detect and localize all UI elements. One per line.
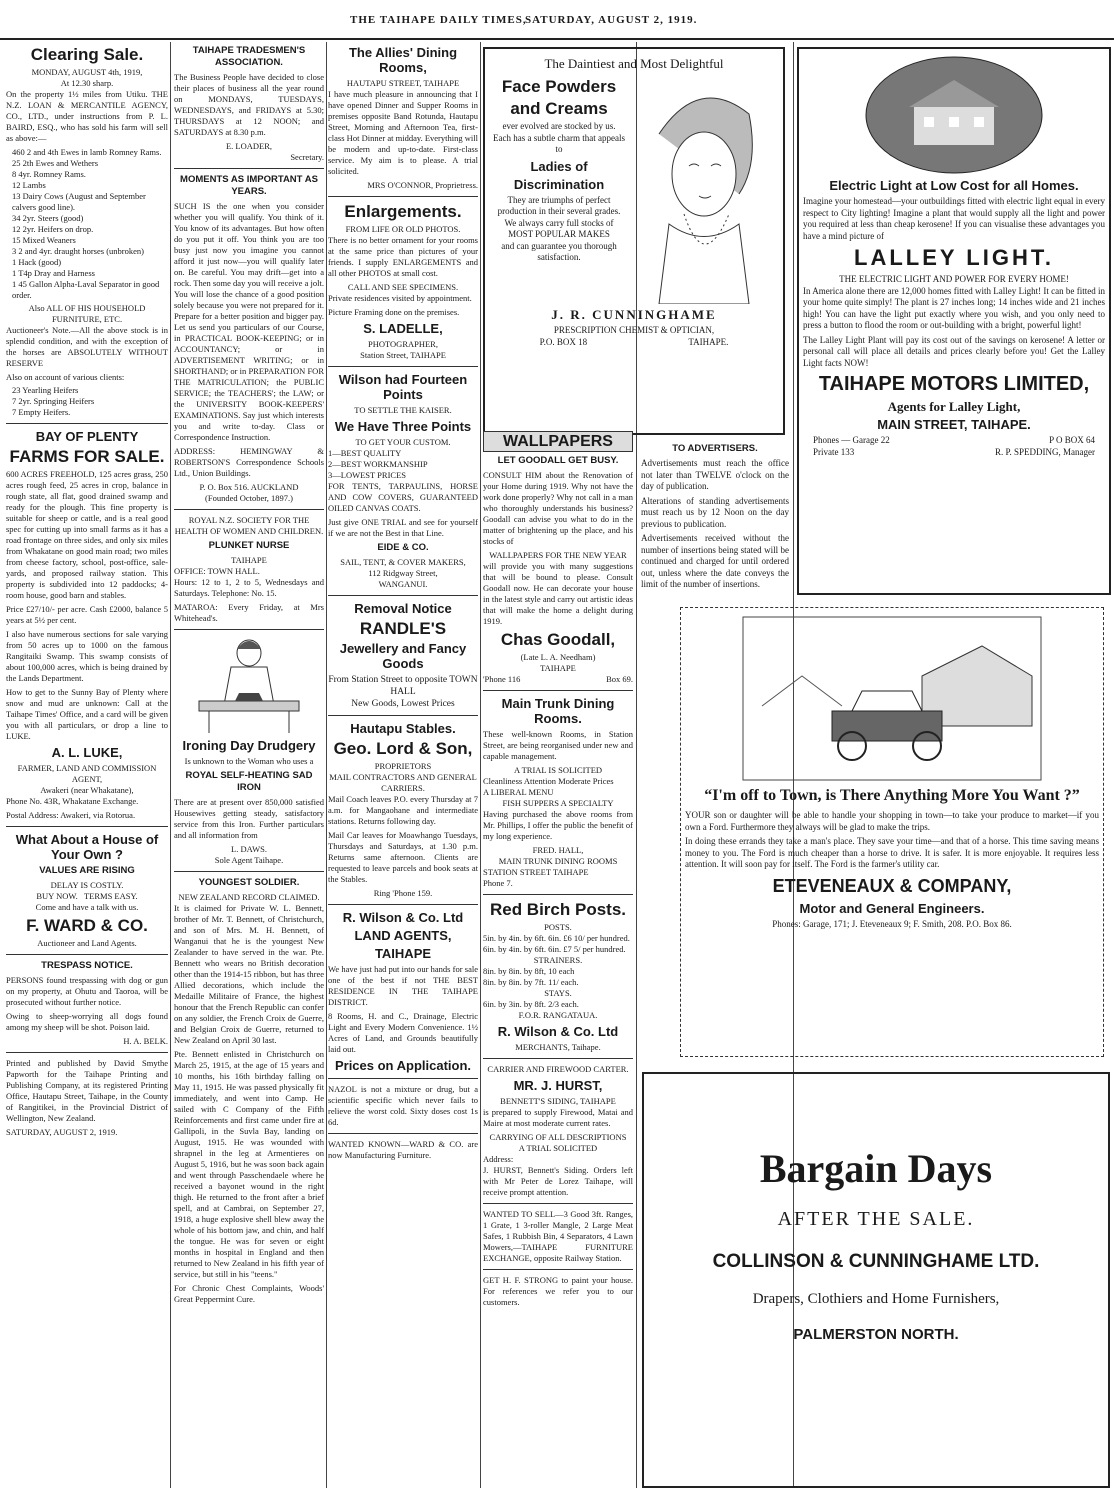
plunket-town: TAIHAPE xyxy=(231,555,267,565)
moments-box: P. O. Box 516. AUCKLAND xyxy=(199,482,299,492)
enlargements-ad xyxy=(328,202,478,361)
ironing-product: ROYAL SELF-HEATING SAD IRON xyxy=(185,770,313,793)
lalley-private: Private 133 xyxy=(813,446,855,457)
nazol-ad: NAZOL is not a mixture or drug, but a scientific specific which never fails to relieve the worst cold. Sixty doses cost 1s 6d. xyxy=(328,1084,478,1127)
house-delay: DELAY IS COSTLY. xyxy=(50,880,124,890)
goodall-box: Box 69. xyxy=(606,674,633,684)
lord-role-2: MAIL CONTRACTORS AND GENERAL CARRIERS. xyxy=(329,772,477,793)
eide-role: SAIL, TENT, & COVER MAKERS, xyxy=(340,557,466,567)
lalley-name: LALLEY LIGHT. xyxy=(854,245,1054,270)
dainty-body-6: and can guarantee you thorough satisfaction. xyxy=(501,240,617,262)
lalley-manager: R. P. SPEDDING, Manager xyxy=(995,446,1095,457)
enlarge-body-2: Private residences visited by appointment. xyxy=(328,293,472,303)
column-divider xyxy=(326,42,327,1488)
bay-title-2: FARMS FOR SALE. xyxy=(9,447,165,466)
ironing-role: Sole Agent Taihape. xyxy=(214,855,284,865)
enlarge-body-3: Picture Framing done on the premises. xyxy=(328,307,460,317)
hurst-address: BENNETT'S SIDING, TAIHAPE xyxy=(500,1096,616,1106)
list-item: 12 Lambs xyxy=(12,180,46,190)
randle-sub: Jewellery and Fancy Goods xyxy=(339,641,467,671)
cunninghame-name: J. R. CUNNINGHAME xyxy=(551,307,717,322)
list-item: 1 Hack (good) xyxy=(12,257,62,267)
redbirch-title: Red Birch Posts. xyxy=(489,900,627,919)
enlarge-title: Enlargements. xyxy=(344,202,462,221)
allies-body: I have much pleasure in announcing that I have opened Dinner and Supper Rooms in premises opposite Band Rotunda, Hautapu Street, Morning and Afternoon Tea, first-class Hot Dinner at midday. Everything will be modern and up-to-date. First-class service. My aim is to please. A trial solicited. xyxy=(328,89,478,176)
column-divider xyxy=(480,42,481,1488)
randle-body: From Station Street to opposite TOWN HALL xyxy=(328,675,478,697)
soldier-body-2: Pte. Bennett enlisted in Christchurch on March 25, 1915, at the age of 15 years and 10 months, his 16th birthday falling on May 11, 1915. He was passed physically fit immediately, and went into Camp. He sailed with C Company of the Fifth Reinforcements and first came under fire at Gallipoli, in the Suvla Bay, landing on August, 1915. He was wounded with shrapnel in the leg at Armentieres on August 5, 1916, but he was soon back again and went through Passchendaele where he received a bayonet wound in the right thigh. He returned to the front after a brief spell, and at Cambrai, on September 27, 1918, a huge explosive shell blew away the whole of his bottom jaw, and chin, and half the tongue. He was for seven or eight months in hospital in England and then returned to New Zealand in his fifth year of service, but still in his "teens." xyxy=(174,1049,324,1279)
hurst-name: MR. J. HURST, xyxy=(513,1078,603,1093)
cunninghame-box: P.O. BOX 18 xyxy=(539,336,588,347)
hautapu-body-2: Mail Car leaves for Moawhango Tuesdays, Thursdays and Saturdays, at 1.30 p.m. Returns same afternoon. Clients are requested to leave parcels and book seats at the Stables. xyxy=(328,830,478,884)
goodall-ad xyxy=(483,431,633,685)
ladelle-role: PHOTOGRAPHER, xyxy=(368,339,438,349)
ironing-woman-illustration xyxy=(179,635,319,735)
moments-founded: (Founded October, 1897.) xyxy=(205,493,293,503)
trespass-body-2: Owing to sheep-worrying all dogs found among my sheep will be shot. Poison laid. xyxy=(6,1011,168,1032)
maintrunk-address: STATION STREET TAIHAPE xyxy=(483,867,589,877)
list-item: 1—BEST QUALITY xyxy=(328,448,402,458)
advertisers-body: Advertisements must reach the office not later than TWELVE o'clock on the day of publication. xyxy=(641,458,789,491)
ward-name: F. WARD & CO. xyxy=(26,916,148,935)
redbirch-posts: POSTS. xyxy=(544,922,572,932)
ford-body-2: In doing these errands they take a man's place. They save your time—and that of a horse. This time saving means money to you. The Ford is much cheaper than a horse to drive. It is safer. It is more enjoyable. It requires less attention. It will soon pay for itself. The Ford is the farmer's utility car. xyxy=(685,836,1099,869)
eide-body: FOR TENTS, TARPAULINS, HORSE AND COW COVERS, GUARANTEED OILED CANVAS COATS. xyxy=(328,481,478,513)
tradesmen-signature: E. LOADER, xyxy=(225,141,273,151)
tradesmen-body: The Business People have decided to close their places of business all the year round on MONDAYS, TUESDAYS, WEDNESDAYS, and FRIDAYS at 5.30; THURSDAYS at 12 NOON; and SATURDAYS at 8.30 p.m. xyxy=(174,72,324,137)
randle-body-2: New Goods, Lowest Prices xyxy=(351,699,455,709)
house-come: Come and have a talk with us. xyxy=(35,902,139,912)
masthead xyxy=(0,0,1114,38)
rwilson-body-2: 8 Rooms, H. and C., Drainage, Electric Light and Every Modern Convenience. 1½ Acres of Land, and Grounds beautifully laid out. xyxy=(328,1011,478,1054)
sale-time: At 12.30 sharp. xyxy=(60,78,114,88)
house-title: What About a House of Your Own ? xyxy=(15,832,159,862)
lalley-body-3: The Lalley Light Plant will pay its cost out of the savings on kerosene! A letter or personal call will place all details and prices clearly before you! Get the Lalley Light facts NOW! xyxy=(803,334,1105,368)
bargain-sub: AFTER THE SALE. xyxy=(777,1208,975,1230)
list-item: 1 45 Gallon Alpha-Laval Separator in good order. xyxy=(12,279,160,300)
house-values: VALUES ARE RISING xyxy=(39,865,135,876)
luke-postal: Postal Address: Awakeri, via Rotorua. xyxy=(6,810,136,820)
hautapu-title: Hautapu Stables. xyxy=(350,721,456,736)
house-terms: TERMS EASY. xyxy=(83,891,138,901)
rwilson-price: Prices on Application. xyxy=(334,1058,472,1073)
randle-ad xyxy=(328,601,478,710)
dainty-creams: and Creams xyxy=(510,99,608,118)
tradesmen-title: TAIHAPE TRADESMEN'S ASSOCIATION. xyxy=(192,45,306,68)
eide-address: 112 Ridgway Street, xyxy=(368,568,438,578)
sale-date: MONDAY, AUGUST 4th, 1919, xyxy=(31,67,143,77)
enlarge-sub: FROM LIFE OR OLD PHOTOS. xyxy=(345,224,461,234)
column-4 xyxy=(483,428,633,1488)
lalley-body-2: In America alone there are 12,000 homes fitted with Lalley Light! It can be fitted in your home quite simply! The plant is 27 inches long; 14 inches wide and 21 inches high! You can have the light put exactly where you wish, and you only need to press a button to flood the room or out-building with a bright, powerful light! xyxy=(803,285,1105,330)
lalley-phones: Phones — Garage 22 xyxy=(813,435,890,445)
luke-role: FARMER, LAND AND COMMISSION AGENT, xyxy=(17,763,157,784)
eide-name: EIDE & CO. xyxy=(377,542,429,553)
sale-intro: On the property 1½ miles from Utiku. THE N.Z. LOAN & MERCANTILE AGENCY, CO., LTD., under instructions from P. L. BAIRD, ESQ., who has sold his farm will sell as above:— xyxy=(6,89,168,143)
column-2 xyxy=(174,42,324,1488)
redbirch-line: 5in. by 4in. by 6ft. 6in. £6 10/ per hundred. xyxy=(483,933,630,943)
chronic-ad: For Chronic Chest Complaints, Woods' Great Peppermint Cure. xyxy=(174,1283,324,1304)
cunninghame-ad xyxy=(483,47,785,435)
rwilson-sub: LAND AGENTS, xyxy=(354,928,452,943)
eteveneaux-role: Motor and General Engineers. xyxy=(799,900,985,916)
eide-sub-2: TO GET YOUR CUSTOM. xyxy=(355,437,451,447)
allies-signature: MRS O'CONNOR, Proprietress. xyxy=(367,180,478,190)
randle-title: Removal Notice xyxy=(354,601,452,616)
list-item: 15 Mixed Weaners xyxy=(12,235,76,245)
hautapu-ring: Ring 'Phone 159. xyxy=(373,888,433,898)
eide-town: WANGANUI. xyxy=(378,579,428,589)
moments-title: MOMENTS AS IMPORTANT AS YEARS. xyxy=(180,174,318,197)
soldier-sub: NEW ZEALAND RECORD CLAIMED. xyxy=(178,892,320,902)
maintrunk-ad xyxy=(483,696,633,889)
rwilson-ad xyxy=(328,910,478,1161)
collinson-desc: Drapers, Clothiers and Home Furnishers, xyxy=(752,1291,1000,1307)
lalley-title: Electric Light at Low Cost for all Homes. xyxy=(829,178,1079,193)
redbirch-fob: F.O.R. RANGATAUA. xyxy=(518,1010,598,1020)
clearing-sale-ad xyxy=(6,45,168,418)
imprint xyxy=(6,1058,168,1138)
allies-ad xyxy=(328,45,478,191)
lord-name: Geo. Lord & Son, xyxy=(333,739,473,758)
ward-sub: Auctioneer and Land Agents. xyxy=(37,938,137,948)
plunket-title: PLUNKET NURSE xyxy=(208,540,290,551)
plunket-office: OFFICE: TOWN HALL. xyxy=(174,566,260,576)
hurst-carry: CARRYING OF ALL DESCRIPTIONS xyxy=(489,1132,627,1142)
maintrunk-fish: FISH SUPPERS A SPECIALTY xyxy=(502,798,614,808)
list-item: 460 2 and 4th Ewes in lamb Romney Rams. xyxy=(12,147,162,157)
redbirch-ad xyxy=(483,900,633,1053)
sale-also: Also ALL OF HIS HOUSEHOLD FURNITURE, ETC. xyxy=(28,303,146,324)
luke-phone: Phone No. 43R, Whakatane Exchange. xyxy=(6,796,139,806)
maintrunk-body-2: Having purchased the above rooms from Mr. Phillips, I offer the public the benefit of my long experience. xyxy=(483,809,633,841)
hurst-sub: CARRIER AND FIREWOOD CARTER. xyxy=(487,1064,629,1074)
maintrunk-signature: FRED. HALL, xyxy=(532,845,584,855)
redbirch-line: 6in. by 3in. by 8ft. 2/3 each. xyxy=(483,999,579,1009)
advertisers-body-2: Alterations of standing advertisements must reach us by 12 Noon on the day previous to publication. xyxy=(641,495,789,529)
house-ad xyxy=(6,832,168,949)
trespass-notice xyxy=(6,960,168,1047)
bay-of-plenty-ad xyxy=(6,429,168,821)
rwilson-body: We have just had put into our hands for sale one of the best if not THE BEST RESIDENCE IN THE TAIHAPE DISTRICT. xyxy=(328,964,478,1007)
redbirch-name: R. Wilson & Co. Ltd xyxy=(497,1024,619,1039)
advertisers-title: TO ADVERTISERS. xyxy=(672,443,758,454)
moments-ad xyxy=(174,174,324,504)
lady-portrait-illustration xyxy=(629,74,769,304)
column-3 xyxy=(328,42,478,1488)
tradesmen-ad xyxy=(174,45,324,163)
hurst-ad xyxy=(483,1064,633,1198)
maintrunk-body: These well-known Rooms, in Station Street, are being reorganised under new and capable management. xyxy=(483,729,633,761)
auctioneer-note: Auctioneer's Note.—All the above stock is in splendid condition, and with the exception of the horses are ABSOLUTELY WITHOUT RESERVE xyxy=(6,325,168,368)
paper-name: THE TAIHAPE DAILY TIMES, xyxy=(350,14,527,26)
lit-house-illustration xyxy=(864,55,1044,175)
bargain-days-ad xyxy=(642,1072,1110,1488)
redbirch-line: 8in. by 8in. by 7ft. 11/ each. xyxy=(483,977,579,987)
redbirch-line: 8in. by 8in. by 8ft, 10 each xyxy=(483,966,575,976)
maintrunk-name: MAIN TRUNK DINING ROOMS xyxy=(498,856,618,866)
lord-role: PROPRIETORS xyxy=(374,761,432,771)
luke-address: Awakeri (near Whakatane), xyxy=(40,785,134,795)
list-item: 34 2yr. Steers (good) xyxy=(12,213,84,223)
collinson-town: PALMERSTON NORTH. xyxy=(793,1326,959,1343)
redbirch-role: MERCHANTS, Taihape. xyxy=(515,1042,601,1052)
dainty-body-4: We always carry full stocks of xyxy=(504,217,614,228)
eide-title-2: We Have Three Points xyxy=(334,419,472,434)
goodall-late: (Late L. A. Needham) xyxy=(520,652,596,662)
column-1 xyxy=(6,42,168,1488)
ironing-title: Ironing Day Drudgery xyxy=(182,738,316,753)
issue-date: SATURDAY, AUGUST 2, 1919. xyxy=(525,14,698,26)
dainty-title: The Daintiest and Most Delightful xyxy=(544,56,724,71)
hurst-body: is prepared to supply Firewood, Matai and Maire at most moderate current rates. xyxy=(483,1107,633,1128)
bargain-title: Bargain Days xyxy=(759,1146,993,1191)
dainty-ladies: Ladies of xyxy=(530,158,588,174)
list-item: 2—BEST WORKMANSHIP xyxy=(328,459,428,469)
advertisers-body-3: Advertisements received without the number of insertions being stated will be continued and charged for until ordered out, unless where the date conveys the limit of the number of insertions. xyxy=(641,533,789,589)
redbirch-line: 6in. by 4in. by 6ft. 6in. £7 5/ per hundred. xyxy=(483,944,626,954)
hurst-trial: A TRIAL SOLICITED xyxy=(518,1143,598,1153)
moments-body: SUCH IS the one when you consider whether you will qualify. You think of it. You know of its advantages. But how often do you put it off. You think you are too busy just now you imagine you cannot afford it just now—you will qualify later on. Be careful. You may drift—get into a rock. Then some day you will receive a jolt. You will lose the chance of a good position solely because you were not prepared for it. Prepare for a better position and bigger pay. Let us send you particulars of our Course, in PRACTICAL BOOK-KEEPING; or in ACCOUNTANCY; or in ADVERTISEMENT WRITING; or in SHORTHAND; or in PREPARATION FOR THE MATRICULATION; the PUBLIC SERVICE; the TEACHERS'; the LAW; or the UNIVERSITY BOOK-KEEPERS' EXAMINATIONS. Say just which interests you and write to-day. Class or Correspondence Instruction. xyxy=(174,201,324,442)
bay-sections: I also have numerous sections for sale varying from 50 acres up to 1000 on the famous Rangitaiki Swamp. This swamp consists of about 100,000 acres, which is being drained by the Lands Department. xyxy=(6,629,168,683)
bay-price: Price £27/10/- per acre. Cash £2000, balance 5 years at 5½ per cent. xyxy=(6,604,168,625)
list-item: 7 2yr. Springing Heifers xyxy=(12,396,95,406)
ladelle-address: Station Street, TAIHAPE xyxy=(360,350,446,360)
list-item: 7 Empty Heifers. xyxy=(12,407,71,417)
dainty-body-2: Each has a subtle charm that appeals to xyxy=(493,132,625,154)
maintrunk-menu: A LIBERAL MENU xyxy=(483,787,554,797)
goodall-name: Chas Goodall, xyxy=(500,630,616,649)
lalley-sub: THE ELECTRIC LIGHT AND POWER FOR EVERY HOME! xyxy=(839,274,1069,284)
trespass-title: TRESPASS NOTICE. xyxy=(41,960,133,971)
plunket-mataroa: MATAROA: Every Friday, at Mrs Whitehead's. xyxy=(174,602,324,623)
redbirch-strainers: STRAINERS. xyxy=(533,955,583,965)
column-divider xyxy=(170,42,171,1488)
wanted-known-ad: WANTED KNOWN—WARD & CO. are now Manufacturing Furniture. xyxy=(328,1139,478,1160)
eide-title: Wilson had Fourteen Points xyxy=(338,372,468,402)
redbirch-stays: STAYS. xyxy=(544,988,572,998)
list-item: 3 2 and 4yr. draught horses (unbroken) xyxy=(12,246,144,256)
allies-sub: HAUTAPU STREET, TAIHAPE xyxy=(346,78,460,88)
trespass-body: PERSONS found trespassing with dog or gun on my property, at Ohutu and Taoroa, will be prosecuted without further notice. xyxy=(6,975,168,1007)
dainty-discrimination: Discrimination xyxy=(513,176,605,192)
maintrunk-clean: Cleanliness Attention Moderate Prices xyxy=(483,776,614,786)
ford-body: YOUR son or daughter will be able to handle your shopping in town—to take your produce to market—if you own a Ford. Furthermore they always will be glad to make the trips. xyxy=(685,810,1099,832)
taihape-motors-name: TAIHAPE MOTORS LIMITED, xyxy=(818,373,1090,395)
list-item: 13 Dairy Cows (August and September calvers good line). xyxy=(12,191,146,212)
house-buy: BUY NOW. xyxy=(36,891,78,901)
bay-body: 600 ACRES FREEHOLD, 125 acres grass, 250 acres rough feed, 25 acres in crop, balance in rough state, all flat, good drained swamp and ready for the plough. This fine property is suitable for sheep or cattle, and is a real good spec for cutting up into small farms as it has a road frontage on three sides, and only six miles from Whakatane on good main road; two miles from cheese factory, school, post-office, sale-yards, and proposed railway station. This property is subdivided into 12 paddocks; 4-room house, good barn and stables. xyxy=(6,469,168,600)
lalley-agents: Agents for Lalley Light, xyxy=(887,399,1021,414)
masthead-rule xyxy=(0,38,1114,40)
ford-car-illustration xyxy=(742,616,1042,781)
maintrunk-title: Main Trunk Dining Rooms. xyxy=(501,696,615,726)
eteveneaux-name: ETEVENEAUX & COMPANY, xyxy=(772,875,1012,896)
soldier-title: YOUNGEST SOLDIER. xyxy=(198,877,300,888)
goodall-phone: 'Phone 116 xyxy=(483,674,521,684)
enlarge-call: CALL AND SEE SPECIMENS. xyxy=(347,282,459,292)
eide-sub: TO SETTLE THE KAISER. xyxy=(354,405,452,415)
soldier-body: It is claimed for Private W. L. Bennett, brother of Mr. T. Bennett, of Christchurch, and son of Mrs. M. H. Bennett, of Wanganui that he is the youngest New Zealander to have served in the war. Pte. Bennett who wears no British decoration other than the 1914-15 ribbon, but has three Allied decorations, which include the Medaille Militaire of France, the highest honour that the French Republic can confer on any soldier, the French Croix de Guerre, and Belgian Croix de Guerre, returned to New Zealand on April 30 last. xyxy=(174,903,324,1045)
bay-howto: How to get to the Sunny Bay of Plenty where snow and mud are unknown: Call at the Taihape Times' Office, and a card will be given you with all particulars, or drop a line to LUKE. xyxy=(6,687,168,741)
luke-name: A. L. LUKE, xyxy=(51,745,123,760)
ironing-body: There are at present over 850,000 satisfied Housewives getting steady, satisfactory service from this Iron. Further particulars and all information from xyxy=(174,797,324,840)
goodall-tag: LET GOODALL GET BUSY. xyxy=(497,455,619,466)
dainty-powders: Face Powders xyxy=(501,77,617,96)
maintrunk-phone: Phone 7. xyxy=(483,878,513,888)
lalley-body: Imagine your homestead—your outbuildings fitted with electric light equal in every respect to City lighting! Imagine a plant that would supply all the light and power you required at less than cheap kerosene! If you can visualise these advantages you have a mind picture of xyxy=(803,196,1105,241)
clearing-sale-title: Clearing Sale. xyxy=(30,45,144,64)
plunket-ad xyxy=(174,515,324,624)
goodall-body-2: will provide you with many suggestions that will be bound to please. Consult Goodall now. He can decorate your house in the latest style and carry out artistic ideas that will make the home a delight during 1919. xyxy=(483,561,633,626)
allies-title: The Allies' Dining Rooms, xyxy=(348,45,458,75)
imprint-text: Printed and published by David Smythe Papworth for the Taihape Printing and Publishing Company, at its registered Printing Office, Hautapu Street, Taihape, in the County of Rangitikei, in the Provincial District of Wellington, New Zealand. xyxy=(6,1058,168,1123)
goodall-wallpapers: WALLPAPERS FOR THE NEW YEAR xyxy=(489,550,627,560)
hurst-body-2: J. HURST, Bennett's Siding. Orders left with Mr Peter de Lorez Taihape, will receive prompt attention. xyxy=(483,1165,633,1197)
list-item: 25 2th Ewes and Wethers xyxy=(12,158,99,168)
hautapu-ad xyxy=(328,721,478,899)
enlarge-body: There is no better ornament for your rooms at the same price than pictures of your friends. I supply ENLARGEMENTS and all other PHOTOS at small cost. xyxy=(328,235,478,278)
lalley-light-ad xyxy=(797,47,1111,595)
list-item: 8 4yr. Romney Rams. xyxy=(12,169,86,179)
rwilson-title: R. Wilson & Co. Ltd xyxy=(342,910,464,925)
hautapu-body: Mail Coach leaves P.O. every Thursday at 7 a.m. for Mangaohane and intermediate stations. Returns following day. xyxy=(328,794,478,826)
maintrunk-trial: A TRIAL IS SOLICITED xyxy=(513,765,603,775)
sale-also-2: Also on account of various clients: xyxy=(6,372,125,382)
ford-title: “I'm off to Town, is There Anything More You Want ?” xyxy=(704,787,1080,804)
wanted-to-sell-ad: WANTED TO SELL—3 Good 3ft. Ranges, 1 Grate, 1 3-roller Mangle, 2 Large Meat Safes, 1 Rubbish Bin, 4 Separators, 4 Lawn Mowers,—TAIHAPE FURNITURE EXCHANGE, opposite Railway Station. xyxy=(483,1209,633,1263)
cunninghame-role: PRESCRIPTION CHEMIST & OPTICIAN, xyxy=(553,325,715,335)
list-item: 23 Yearling Heifers xyxy=(12,385,79,395)
rwilson-town: TAIHAPE xyxy=(374,946,432,961)
ironing-sub: Is unknown to the Woman who uses a xyxy=(184,756,314,766)
collinson-name: COLLINSON & CUNNINGHAME LTD. xyxy=(712,1251,1040,1272)
lalley-box: P O BOX 64 xyxy=(1049,435,1095,445)
moments-address: ADDRESS: HEMINGWAY & ROBERTSON'S Correspondence Schools Ltd., Union Buildings. xyxy=(174,446,324,478)
list-item: 3—LOWEST PRICES xyxy=(328,470,407,480)
list-item: 12 2yr. Heifers on drop. xyxy=(12,224,94,234)
goodall-body: CONSULT HIM about the Renovation of your Home during 1919. Why not have the work done properly? Why not call in a man who thoroughly understands his business? Goodall can advise you what to do in the matter of brightening up the place, and his stocks of xyxy=(483,470,633,546)
trespass-signature: H. A. BELK. xyxy=(123,1036,168,1046)
hurst-address-label: Address: xyxy=(483,1154,514,1164)
ironing-ad xyxy=(174,635,324,866)
advertisers-notice xyxy=(641,440,789,610)
randle-name: RANDLE'S xyxy=(359,619,447,638)
eteveneaux-phones: Phones: Garage, 171; J. Eteveneaux 9; F. Smith, 208. P.O. Box 86. xyxy=(772,918,1012,929)
ladelle-name: S. LADELLE, xyxy=(363,321,443,336)
eide-body-2: Just give ONE TRIAL and see for yourself if we are not the Best in that Line. xyxy=(328,517,478,538)
list-item: 1 T4p Dray and Harness xyxy=(12,268,95,278)
stock-list-2 xyxy=(6,385,168,418)
soldier-article xyxy=(174,877,324,1305)
plunket-society: ROYAL N.Z. SOCIETY FOR THE HEALTH OF WOMEN AND CHILDREN. xyxy=(174,515,324,536)
strong-ad: GET H. F. STRONG to paint your house. For references we refer you to our customers. xyxy=(483,1275,633,1307)
ironing-signature: L. DAWS. xyxy=(231,844,267,854)
wallpapers-banner: WALLPAPERS xyxy=(483,431,633,452)
bay-title: BAY OF PLENTY xyxy=(35,429,139,444)
tradesmen-role: Secretary. xyxy=(290,152,324,162)
lalley-street: MAIN STREET, TAIHAPE. xyxy=(877,417,1031,432)
ford-ad xyxy=(680,607,1104,1057)
cunninghame-town: TAIHAPE. xyxy=(688,336,729,347)
dainty-body-5: MOST POPULAR MAKES xyxy=(508,229,610,239)
stock-list xyxy=(6,147,168,301)
dainty-body: ever evolved are stocked by us. xyxy=(502,121,616,131)
eide-ad xyxy=(328,372,478,590)
imprint-date: SATURDAY, AUGUST 2, 1919. xyxy=(6,1127,118,1137)
plunket-hours: Hours: 12 to 1, 2 to 5, Wednesdays and Saturdays. Telephone: No. 15. xyxy=(174,577,324,598)
goodall-town: TAIHAPE xyxy=(540,663,576,673)
dainty-body-3: They are triumphs of perfect production in their several grades. xyxy=(497,194,621,216)
